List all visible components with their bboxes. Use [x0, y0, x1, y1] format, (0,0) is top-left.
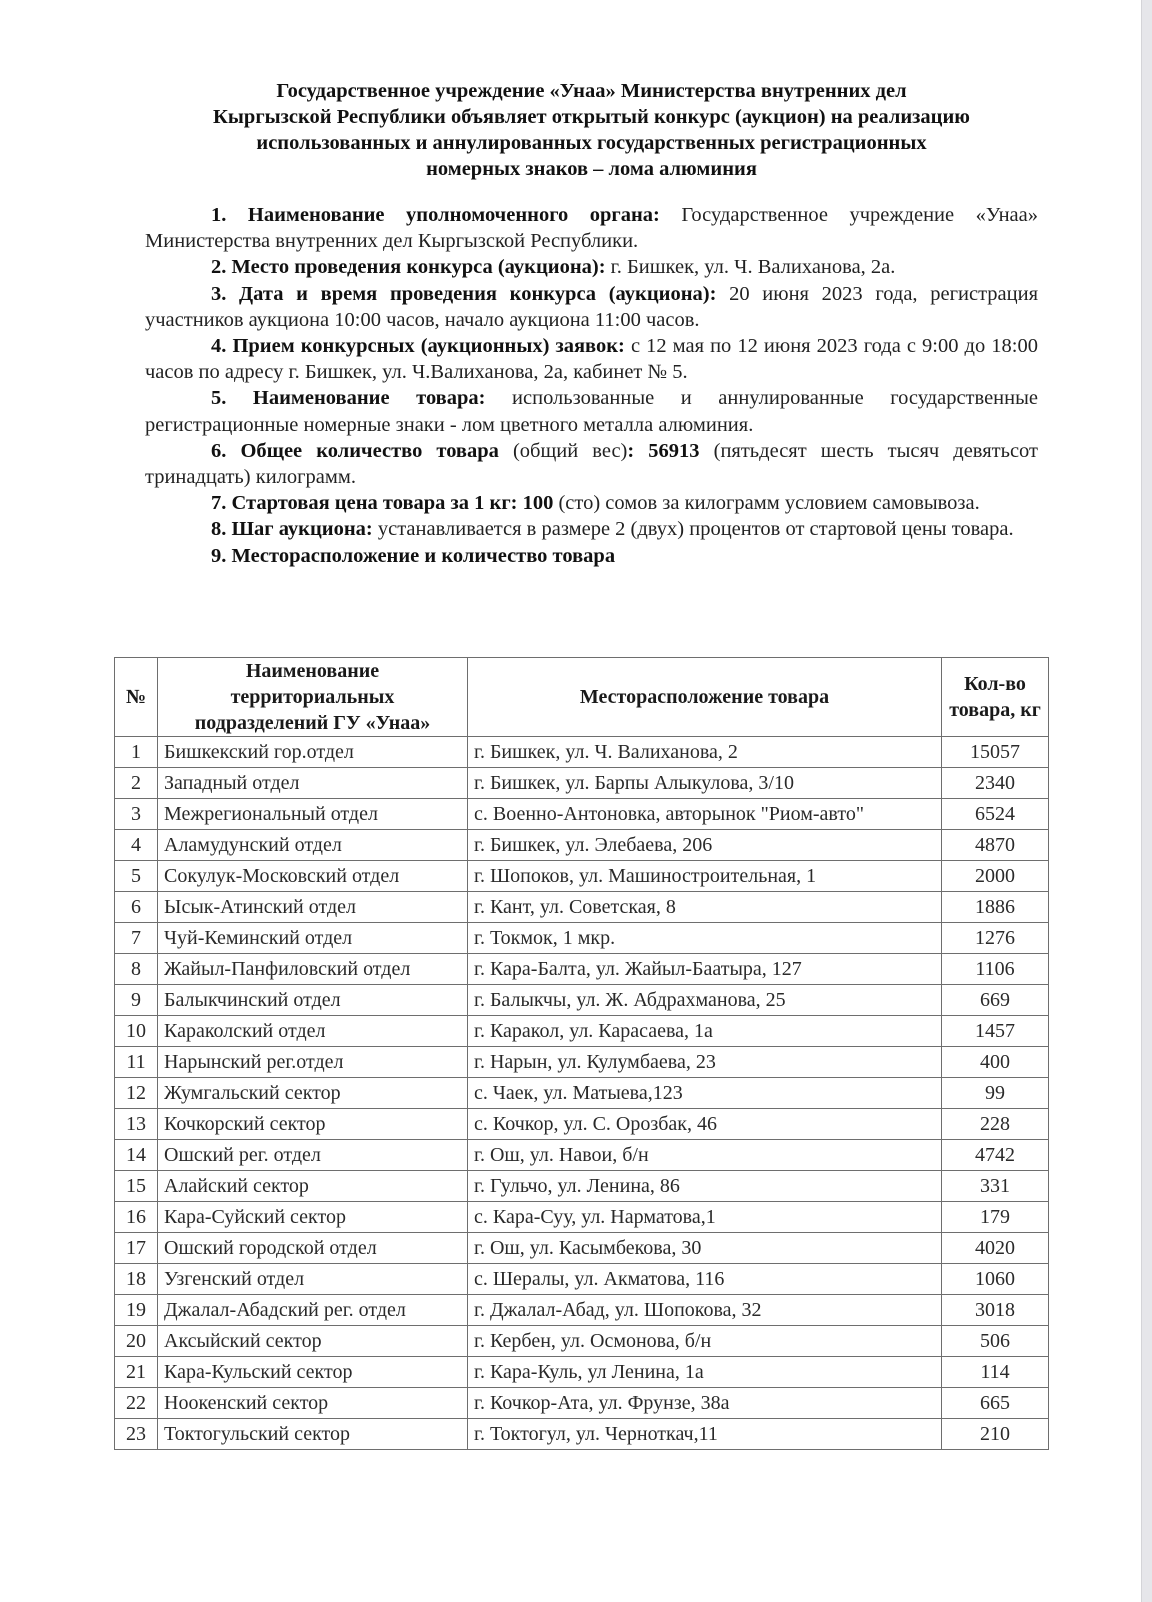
item-text: использованные и аннулированные государственные регистрационные номерные знаки - лом цветного металла алюминия. — [145, 387, 1038, 436]
table-row — [115, 1419, 1049, 1450]
cell-quantity: 6524 — [942, 799, 1049, 830]
cell-subdivision: Бишкекский гор.отдел — [158, 737, 468, 768]
cell-subdivision: Ноокенский сектор — [158, 1388, 468, 1419]
title-line: Государственное учреждение «Унаа» Министерства внутренних дел — [276, 80, 907, 102]
table-row — [115, 1078, 1049, 1109]
cell-quantity: 3018 — [942, 1295, 1049, 1326]
cell-location: с. Чаек, ул. Матыева,123 — [468, 1078, 942, 1109]
cell-location: г. Ош, ул. Касымбекова, 30 — [468, 1233, 942, 1264]
cell-subdivision: Жумгальский сектор — [158, 1078, 468, 1109]
cell-location: г. Кочкор-Ата, ул. Фрунзе, 38а — [468, 1388, 942, 1419]
cell-number: 23 — [115, 1419, 158, 1450]
cell-quantity: 400 — [942, 1047, 1049, 1078]
cell-location: г. Бишкек, ул. Барпы Алыкулова, 3/10 — [468, 768, 942, 799]
cell-quantity: 2340 — [942, 768, 1049, 799]
cell-location: г. Кара-Куль, ул Ленина, 1а — [468, 1357, 942, 1388]
item-venue — [145, 254, 1038, 280]
goods-table — [114, 657, 1049, 1450]
cell-location: г. Токмок, 1 мкр. — [468, 923, 942, 954]
goods-table-wrap — [114, 657, 1049, 1450]
cell-subdivision: Аксыйский сектор — [158, 1326, 468, 1357]
table-row — [115, 1202, 1049, 1233]
cell-number: 9 — [115, 985, 158, 1016]
item-total-quantity — [145, 438, 1038, 490]
cell-quantity: 506 — [942, 1326, 1049, 1357]
cell-number: 18 — [115, 1264, 158, 1295]
cell-subdivision: Токтогульский сектор — [158, 1419, 468, 1450]
item-text: Государственное учреждение «Унаа» Министерства внутренних дел Кыргызской Республики. — [145, 204, 1038, 253]
header-location: Месторасположение товара — [468, 658, 942, 737]
cell-location: г. Джалал-Абад, ул. Шопокова, 32 — [468, 1295, 942, 1326]
item-start-price — [145, 490, 1038, 516]
table-row — [115, 1264, 1049, 1295]
item-date-time — [145, 281, 1038, 333]
cell-number: 14 — [115, 1140, 158, 1171]
item-applications — [145, 333, 1038, 385]
title-line: Кыргызской Республики объявляет открытый конкурс (аукцион) на реализацию — [213, 106, 970, 128]
item-text: 20 июня 2023 года, регистрация участников аукциона 10:00 часов, начало аукциона 11:00 часов. — [145, 282, 1038, 331]
cell-location: г. Шопоков, ул. Машиностроительная, 1 — [468, 861, 942, 892]
cell-location: г. Бишкек, ул. Элебаева, 206 — [468, 830, 942, 861]
cell-location: г. Токтогул, ул. Черноткач,11 — [468, 1419, 942, 1450]
cell-number: 6 — [115, 892, 158, 923]
cell-subdivision: Караколский отдел — [158, 1016, 468, 1047]
cell-number: 11 — [115, 1047, 158, 1078]
table-row — [115, 1047, 1049, 1078]
item-label: 3. Дата и время проведения конкурса (аукциона): — [211, 282, 717, 305]
item-label: 5. Наименование товара: — [211, 387, 486, 410]
item-text: (общий вес) — [498, 439, 628, 462]
cell-quantity: 1276 — [942, 923, 1049, 954]
table-row — [115, 1109, 1049, 1140]
cell-subdivision: Нарынский рег.отдел — [158, 1047, 468, 1078]
cell-number: 3 — [115, 799, 158, 830]
cell-location: с. Кочкор, ул. С. Орозбак, 46 — [468, 1109, 942, 1140]
document-title — [145, 78, 1038, 182]
item-label: 8. Шаг аукциона: — [211, 518, 373, 541]
cell-subdivision: Жайыл-Панфиловский отдел — [158, 954, 468, 985]
table-row — [115, 1295, 1049, 1326]
cell-location: с. Кара-Суу, ул. Нарматова,1 — [468, 1202, 942, 1233]
cell-subdivision: Кара-Суйский сектор — [158, 1202, 468, 1233]
cell-location: г. Кант, ул. Советская, 8 — [468, 892, 942, 923]
cell-location: г. Балыкчы, ул. Ж. Абдрахманова, 25 — [468, 985, 942, 1016]
cell-subdivision: Западный отдел — [158, 768, 468, 799]
item-location-heading — [145, 543, 1038, 569]
item-text: г. Бишкек, ул. Ч. Валиханова, 2а. — [605, 256, 896, 279]
cell-subdivision: Ысык-Атинский отдел — [158, 892, 468, 923]
cell-location: г. Нарын, ул. Кулумбаева, 23 — [468, 1047, 942, 1078]
item-authority — [145, 202, 1038, 254]
table-row — [115, 1016, 1049, 1047]
item-text: (сто) сомов за килограмм условием самовывоза. — [553, 492, 980, 515]
cell-number: 7 — [115, 923, 158, 954]
title-line: номерных знаков – лома алюминия — [426, 158, 757, 180]
cell-location: г. Кербен, ул. Осмонова, б/н — [468, 1326, 942, 1357]
cell-quantity: 99 — [942, 1078, 1049, 1109]
cell-quantity: 15057 — [942, 737, 1049, 768]
document-page — [145, 78, 1038, 569]
item-label: 9. Месторасположение и количество товара — [211, 544, 616, 567]
cell-subdivision: Аламудунский отдел — [158, 830, 468, 861]
cell-number: 21 — [115, 1357, 158, 1388]
viewer-right-edge — [1141, 0, 1152, 1602]
cell-quantity: 2000 — [942, 861, 1049, 892]
cell-location: г. Каракол, ул. Карасаева, 1а — [468, 1016, 942, 1047]
table-row — [115, 1140, 1049, 1171]
cell-quantity: 1886 — [942, 892, 1049, 923]
cell-subdivision: Алайский сектор — [158, 1171, 468, 1202]
table-row — [115, 737, 1049, 768]
cell-location: г. Бишкек, ул. Ч. Валиханова, 2 — [468, 737, 942, 768]
table-row — [115, 1233, 1049, 1264]
table-row — [115, 985, 1049, 1016]
cell-number: 20 — [115, 1326, 158, 1357]
table-row — [115, 1388, 1049, 1419]
cell-quantity: 228 — [942, 1109, 1049, 1140]
table-row — [115, 1171, 1049, 1202]
cell-number: 5 — [115, 861, 158, 892]
table-row — [115, 1357, 1049, 1388]
item-value: : 56913 — [627, 439, 700, 462]
cell-number: 1 — [115, 737, 158, 768]
cell-location: г. Кара-Балта, ул. Жайыл-Баатыра, 127 — [468, 954, 942, 985]
cell-subdivision: Кочкорский сектор — [158, 1109, 468, 1140]
item-label: 7. Стартовая цена товара за 1 кг: 100 — [211, 492, 554, 515]
item-auction-step — [145, 516, 1038, 542]
table-row — [115, 892, 1049, 923]
cell-number: 19 — [115, 1295, 158, 1326]
cell-location: с. Шералы, ул. Акматова, 116 — [468, 1264, 942, 1295]
cell-location: г. Гульчо, ул. Ленина, 86 — [468, 1171, 942, 1202]
table-row — [115, 830, 1049, 861]
cell-quantity: 331 — [942, 1171, 1049, 1202]
item-label: 6. Общее количество товара — [211, 439, 499, 462]
header-subdivision: Наименование территориальных подразделений ГУ «Унаа» — [158, 658, 468, 737]
table-row — [115, 923, 1049, 954]
cell-number: 8 — [115, 954, 158, 985]
cell-number: 4 — [115, 830, 158, 861]
cell-number: 16 — [115, 1202, 158, 1233]
table-header-row — [115, 658, 1049, 737]
cell-quantity: 4742 — [942, 1140, 1049, 1171]
cell-quantity: 1060 — [942, 1264, 1049, 1295]
cell-quantity: 669 — [942, 985, 1049, 1016]
item-label: 2. Место проведения конкурса (аукциона): — [211, 256, 606, 279]
table-row — [115, 768, 1049, 799]
cell-quantity: 179 — [942, 1202, 1049, 1233]
cell-subdivision: Чуй-Кеминский отдел — [158, 923, 468, 954]
item-text: (пятьдесят шесть тысяч девятьсот тринадцать) килограмм. — [145, 439, 1038, 489]
cell-subdivision: Ошский городской отдел — [158, 1233, 468, 1264]
cell-quantity: 4870 — [942, 830, 1049, 861]
cell-subdivision: Джалал-Абадский рег. отдел — [158, 1295, 468, 1326]
cell-subdivision: Сокулук-Московский отдел — [158, 861, 468, 892]
table-row — [115, 799, 1049, 830]
item-goods-name — [145, 385, 1038, 437]
cell-number: 22 — [115, 1388, 158, 1419]
item-text: устанавливается в размере 2 (двух) процентов от стартовой цены товара. — [372, 518, 1014, 541]
title-line: использованных и аннулированных государственных регистрационных — [256, 132, 927, 154]
cell-number: 15 — [115, 1171, 158, 1202]
cell-quantity: 114 — [942, 1357, 1049, 1388]
cell-location: г. Ош, ул. Навои, б/н — [468, 1140, 942, 1171]
item-text: с 12 мая по 12 июня 2023 года с 9:00 до 18:00 часов по адресу г. Бишкек, ул. Ч.Валиханова, 2а, кабинет № 5. — [145, 335, 1038, 384]
cell-quantity: 210 — [942, 1419, 1049, 1450]
cell-number: 13 — [115, 1109, 158, 1140]
cell-number: 12 — [115, 1078, 158, 1109]
cell-quantity: 4020 — [942, 1233, 1049, 1264]
item-label: 1. Наименование уполномоченного органа: — [211, 204, 660, 226]
header-quantity: Кол-во товара, кг — [942, 658, 1049, 737]
cell-subdivision: Ошский рег. отдел — [158, 1140, 468, 1171]
cell-subdivision: Узгенский отдел — [158, 1264, 468, 1295]
cell-number: 2 — [115, 768, 158, 799]
table-row — [115, 861, 1049, 892]
cell-subdivision: Межрегиональный отдел — [158, 799, 468, 830]
cell-location: с. Военно-Антоновка, авторынок "Риом-авто" — [468, 799, 942, 830]
item-label: 4. Прием конкурсных (аукционных) заявок: — [211, 335, 625, 358]
header-number: № — [115, 658, 158, 737]
cell-number: 17 — [115, 1233, 158, 1264]
cell-quantity: 665 — [942, 1388, 1049, 1419]
cell-number: 10 — [115, 1016, 158, 1047]
cell-subdivision: Кара-Кульский сектор — [158, 1357, 468, 1388]
table-row — [115, 1326, 1049, 1357]
cell-quantity: 1106 — [942, 954, 1049, 985]
table-row — [115, 954, 1049, 985]
cell-subdivision: Балыкчинский отдел — [158, 985, 468, 1016]
cell-quantity: 1457 — [942, 1016, 1049, 1047]
